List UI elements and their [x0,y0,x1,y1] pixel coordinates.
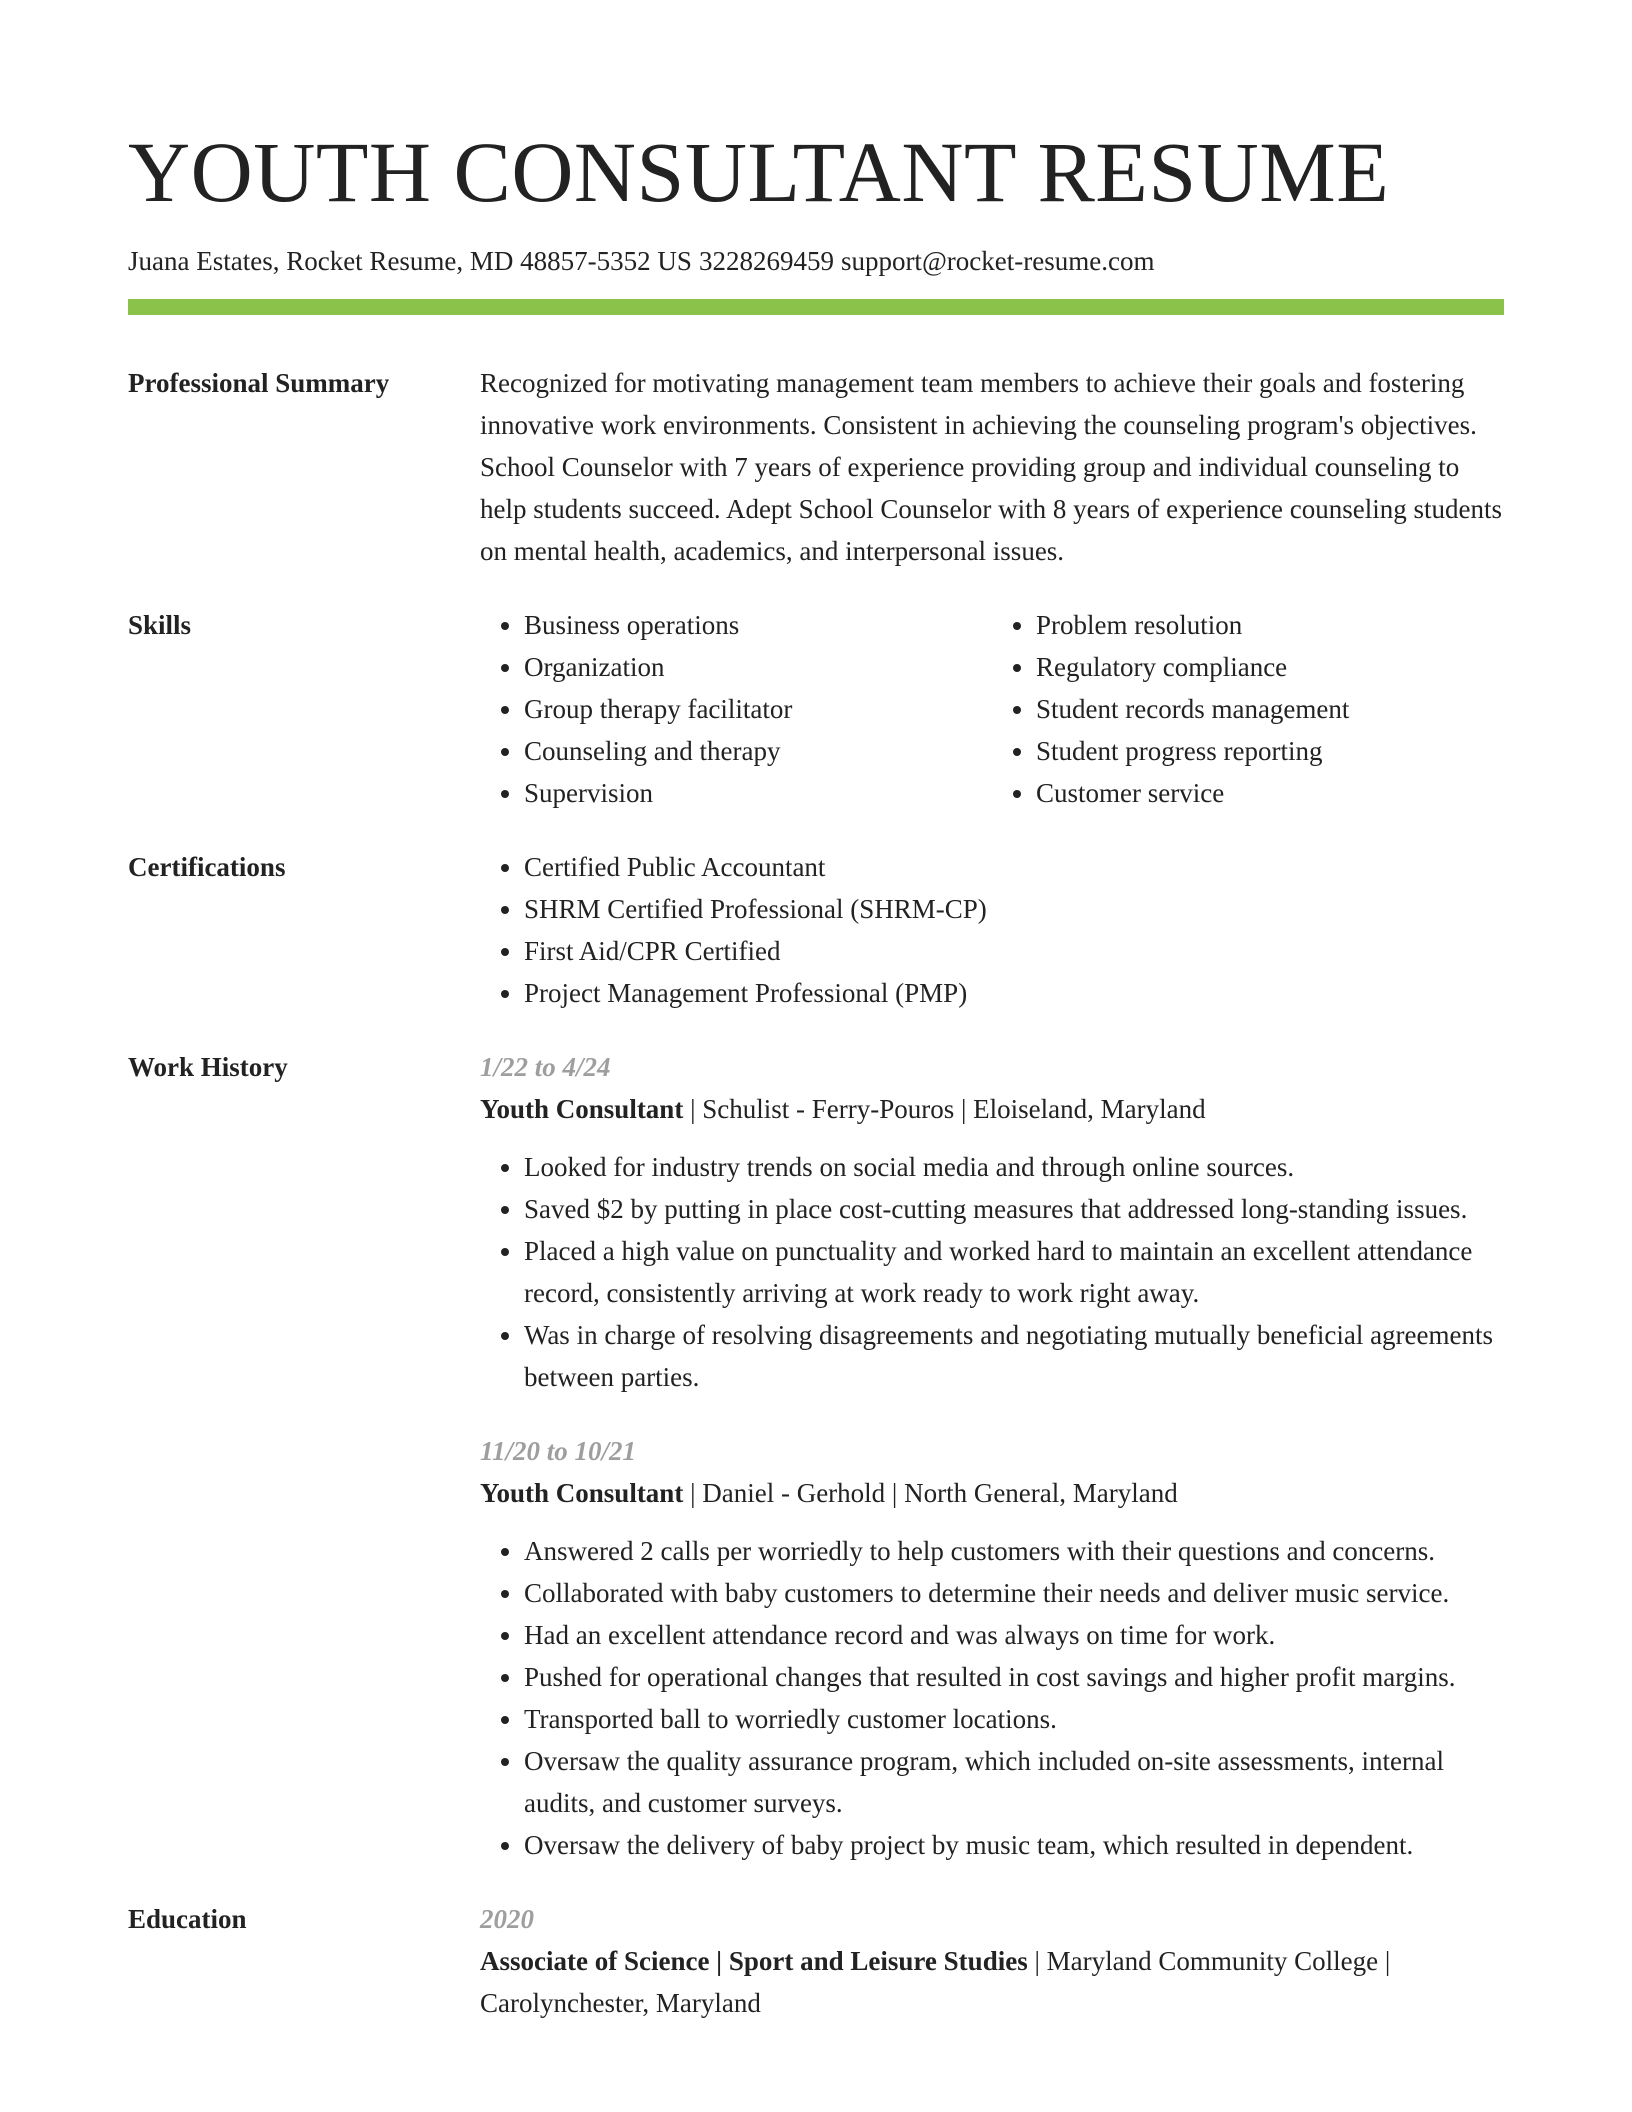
section-label-work-history: Work History [128,1052,288,1082]
job-bullets [480,1530,1504,1866]
list-item: • Group therapy facilitator [524,688,992,730]
list-item: • Looked for industry trends on social media and through online sources. [524,1146,1504,1188]
list-item: • Collaborated with baby customers to determine their needs and deliver music service. [524,1572,1504,1614]
job-dates: 11/20 to 10/21 [480,1436,637,1466]
skills-list-left [480,604,992,814]
list-item: • Answered 2 calls per worriedly to help customers with their questions and concerns. [524,1530,1504,1572]
list-item: • Oversaw the delivery of baby project by music team, which resulted in dependent. [524,1824,1504,1866]
list-item: • Counseling and therapy [524,730,992,772]
resume-page [128,0,1504,2024]
job-title: Youth Consultant [480,1478,684,1508]
job-employer: | Schulist - Ferry-Pouros | Eloiseland, Maryland [683,1094,1206,1124]
resume-title: YOUTH CONSULTANT RESUME [128,124,1390,220]
list-item: • Certified Public Accountant [524,846,1504,888]
education-year: 2020 [480,1904,534,1934]
summary-text: Recognized for motivating management team members to achieve their goals and fostering innovative work environments. Consistent in achieving the counseling program's objectives. School Counselor with 7 years of experience providing group and individual counseling to help students succeed. Adept School Counselor with 8 years of experience counseling students on mental health, academics, and interpersonal issues. [480,368,1503,566]
list-item: • Student progress reporting [1036,730,1504,772]
job-dates: 1/22 to 4/24 [480,1052,611,1082]
list-item: • Placed a high value on punctuality and worked hard to maintain an excellent attendance record, consistently arriving at work ready to work right away. [524,1230,1504,1314]
section-label-certifications: Certifications [128,852,286,882]
list-item: • Regulatory compliance [1036,646,1504,688]
list-item: • Transported ball to worriedly customer locations. [524,1698,1504,1740]
job-bullets [480,1146,1504,1398]
skills-list-right [992,604,1504,814]
skills-columns [480,604,1504,814]
job-title: Youth Consultant [480,1094,684,1124]
list-item: • First Aid/CPR Certified [524,930,1504,972]
contact-line [128,244,1504,278]
contact-email: support@rocket-resume.com [840,246,1155,276]
list-item: • Had an excellent attendance record and was always on time for work. [524,1614,1504,1656]
contact-phone: 3228269459 [698,246,834,276]
job-role-line [480,1088,1504,1130]
education-section [128,1898,1504,2024]
education-location: Carolynchester, Maryland [480,1988,761,2018]
list-item: • Customer service [1036,772,1504,814]
work-history-section [128,1046,1504,1866]
summary-section [128,362,1504,572]
list-item: • SHRM Certified Professional (SHRM-CP) [524,888,1504,930]
job-entry [480,1430,1504,1866]
list-item: • Saved $2 by putting in place cost-cutting measures that addressed long-standing issues. [524,1188,1504,1230]
header-divider [128,299,1504,315]
list-item: • Student records management [1036,688,1504,730]
list-item: • Organization [524,646,992,688]
list-item: • Project Management Professional (PMP) [524,972,1504,1014]
list-item: • Problem resolution [1036,604,1504,646]
job-entry [480,1046,1504,1398]
skills-section [128,604,1504,814]
job-role-line [480,1472,1504,1514]
list-item: • Was in charge of resolving disagreements and negotiating mutually beneficial agreements between parties. [524,1314,1504,1398]
contact-address: Juana Estates, Rocket Resume, MD 48857-5352 US [128,246,692,276]
job-employer: | Daniel - Gerhold | North General, Maryland [683,1478,1178,1508]
section-label-skills: Skills [128,610,192,640]
list-item: • Oversaw the quality assurance program, which included on-site assessments, internal audits, and customer surveys. [524,1740,1504,1824]
certifications-section [128,846,1504,1014]
section-label-education: Education [128,1904,247,1934]
education-line [480,1940,1504,2024]
list-item: • Pushed for operational changes that resulted in cost savings and higher profit margins. [524,1656,1504,1698]
section-label-summary: Professional Summary [128,368,390,398]
education-school: | Maryland Community College | [1027,1946,1391,1976]
certifications-list [480,846,1504,1014]
education-degree: Associate of Science | Sport and Leisure Studies [480,1946,1028,1976]
list-item: • Supervision [524,772,992,814]
list-item: • Business operations [524,604,992,646]
